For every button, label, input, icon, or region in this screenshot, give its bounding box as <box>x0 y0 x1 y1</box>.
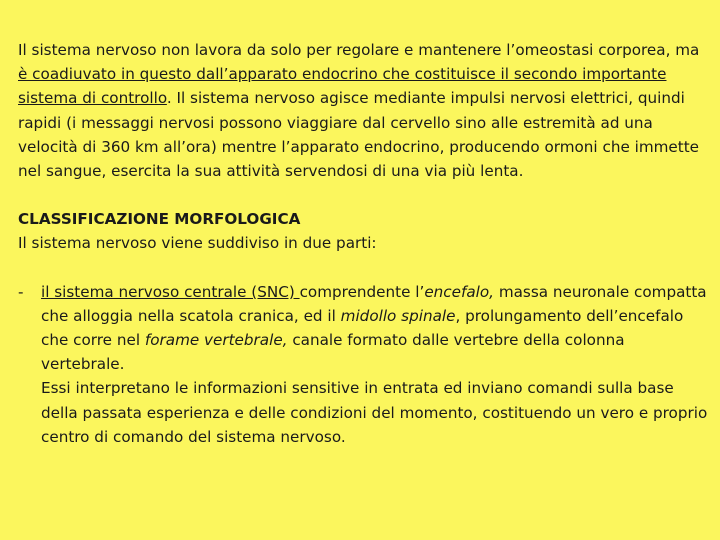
term-forame-vertebrale: forame vertebrale, <box>144 331 288 350</box>
intro-underlined-text: è coadiuvato in questo dall’apparato endocrino che costituisce il secondo importante sistema di controllo <box>18 65 667 108</box>
snc-text4: canale formato dalle vertebre della colonna vertebrale. <box>41 331 625 374</box>
section-heading: CLASSIFICAZIONE MORFOLOGICA <box>18 210 301 229</box>
snc-followup: Essi interpretano le informazioni sensitive in entrata ed inviano comandi sulla base della passata esperienza e delle condizioni del momento, costituendo un vero e proprio centro di comando del sistema nervoso. <box>41 379 708 446</box>
term-midollo-spinale: midollo spinale <box>340 306 456 325</box>
bullet-dash: - <box>18 282 24 301</box>
term-encefalo: encefalo, <box>424 282 494 301</box>
snc-text1: comprendente l’ <box>299 282 425 301</box>
section-subheading: Il sistema nervoso viene suddiviso in due parti: <box>18 234 377 253</box>
snc-text2: massa neuronale compatta che alloggia nella scatola cranica, ed il <box>41 282 707 325</box>
intro-text-part2: . Il sistema nervoso agisce mediante impulsi nervosi elettrici, quindi rapidi (i messaggi nervosi possono viaggiare dal cervello sino alle estremità ad una velocità di 360 km all’ora) mentre l’apparato endocrino, producendo ormoni che immette nel sangue, esercita la sua attività servendosi di una via più lenta. <box>18 89 700 181</box>
snc-text3: , prolungamento dell’encefalo che corre nel <box>41 306 684 350</box>
intro-text-part1: Il sistema nervoso non lavora da solo per regolare e mantenere l’omeostasi corporea, ma <box>18 41 700 59</box>
list-item-snc <box>18 280 708 449</box>
slide-content <box>18 38 708 449</box>
snc-description <box>41 280 708 377</box>
snc-underlined-title: il sistema nervoso centrale (SNC) <box>41 282 300 301</box>
intro-paragraph <box>18 38 708 183</box>
